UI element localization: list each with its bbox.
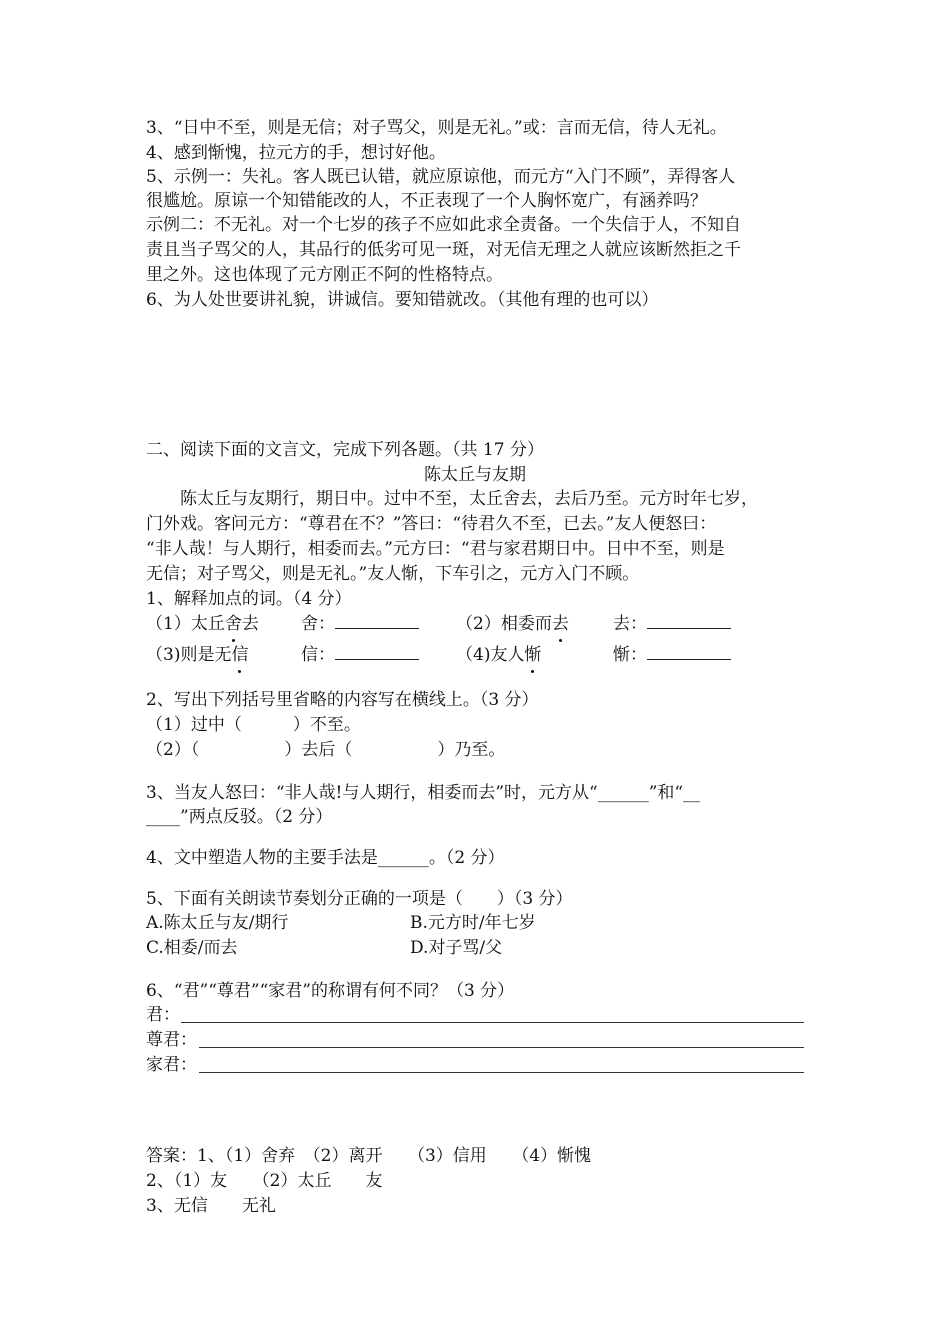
answer-line-3: 3、“日中不至，则是无信；对子骂父，则是无礼。”或：言而无信，待人无礼。 <box>146 118 727 138</box>
answer-line-jun[interactable] <box>181 1021 804 1023</box>
passage-line-3: “非人哉！与人期行，相委而去。”元方曰：“君与家君期日中。日中不至，则是 <box>146 539 725 559</box>
question-4: 4、文中塑造人物的主要手法是______。（2 分） <box>146 848 505 868</box>
question-2-stem: 2、写出下列括号里省略的内容写在横线上。（3 分） <box>146 690 539 710</box>
q1-answer-4: 惭： <box>613 644 731 666</box>
answer-blank[interactable] <box>335 644 419 660</box>
label-jiajun: 家君： <box>146 1055 197 1075</box>
answers-line-3: 3、无信 无礼 <box>146 1196 276 1216</box>
answer-line-6: 6、为人处世要讲礼貌，讲诚信。要知错就改。（其他有理的也可以） <box>146 290 659 310</box>
q1-answer-1: 舍： <box>301 613 419 635</box>
option-b: B.元方时/年七岁 <box>410 913 536 933</box>
dotted-char: 去 <box>551 614 569 634</box>
answer-line-4: 4、感到惭愧，拉元方的手，想讨好他。 <box>146 143 446 163</box>
q1-answer-2: 去： <box>613 613 731 635</box>
answer-line-5a: 5、示例一：失礼。客人既已认错，就应原谅他，而元方“入门不顾”，弄得客人 <box>146 167 736 187</box>
passage-line-1: 陈太丘与友期行，期日中。过中不至，太丘舍去，去后乃至。元方时年七岁， <box>180 489 758 509</box>
option-a: A.陈太丘与友/期行 <box>146 913 289 933</box>
dotted-char: 舍 <box>224 614 242 634</box>
answer-line-5e: 里之外。这也体现了元方刚正不阿的性格特点。 <box>146 265 503 285</box>
q1-item-4: （4)友人惭 <box>456 645 542 665</box>
option-d: D.对子骂/父 <box>410 938 503 958</box>
answer-line-5c: 示例二：不无礼。对一个七岁的孩子不应如此求全责备。一个失信于人，不知自 <box>146 215 741 235</box>
question-3-line-2: ____”两点反驳。（2 分） <box>146 807 333 827</box>
answers-line-1: 答案：1、（1）舍弃 （2）离开 （3）信用 （4）惭愧 <box>146 1146 592 1166</box>
q1-item-1: （1）太丘舍去 <box>146 614 259 634</box>
q1-item-2: （2）相委而去 <box>456 614 569 634</box>
option-c: C.相委/而去 <box>146 938 238 958</box>
passage-line-2: 门外戏。客问元方：“尊君在不？”答曰：“待君久不至，已去。”友人便怒曰： <box>146 514 717 534</box>
answer-line-jiajun[interactable] <box>199 1071 804 1073</box>
answer-line-5b: 很尴尬。原谅一个知错能改的人，不正表现了一个人胸怀宽广，有涵养吗？ <box>146 191 707 211</box>
answer-blank[interactable] <box>647 613 731 629</box>
question-2-line-2: （2）（ ）去后（ ）乃至。 <box>146 740 506 760</box>
answers-line-2: 2、（1）友 （2）太丘 友 <box>146 1171 383 1191</box>
question-2-line-1: （1）过中（ ）不至。 <box>146 715 361 735</box>
section-heading: 二、阅读下面的文言文，完成下列各题。（共 17 分） <box>146 440 544 460</box>
dotted-char: 惭 <box>524 645 542 665</box>
dotted-char: 信 <box>231 645 249 665</box>
question-1-stem: 1、解释加点的词。（4 分） <box>146 589 352 609</box>
answer-line-zunjun[interactable] <box>199 1046 804 1048</box>
answer-line-5d: 责且当子骂父的人，其品行的低劣可见一斑，对无信无理之人就应该断然拒之千 <box>146 240 741 260</box>
answer-blank[interactable] <box>335 613 419 629</box>
label-jun: 君： <box>146 1005 180 1025</box>
question-5-stem: 5、下面有关朗读节奏划分正确的一项是（ ）（3 分） <box>146 889 573 909</box>
question-6-stem: 6、“君”“尊君”“家君”的称谓有何不同？（3 分） <box>146 981 515 1001</box>
q1-item-3: （3)则是无信 <box>146 645 249 665</box>
q1-answer-3: 信： <box>301 644 419 666</box>
question-3-line-1: 3、当友人怒曰：“非人哉!与人期行，相委而去”时，元方从“______”和“__ <box>146 783 701 803</box>
passage-title: 陈太丘与友期 <box>424 465 526 485</box>
answer-blank[interactable] <box>647 644 731 660</box>
label-zunjun: 尊君： <box>146 1030 197 1050</box>
passage-line-4: 无信；对子骂父，则是无礼。”友人惭，下车引之，元方入门不顾。 <box>146 564 640 584</box>
